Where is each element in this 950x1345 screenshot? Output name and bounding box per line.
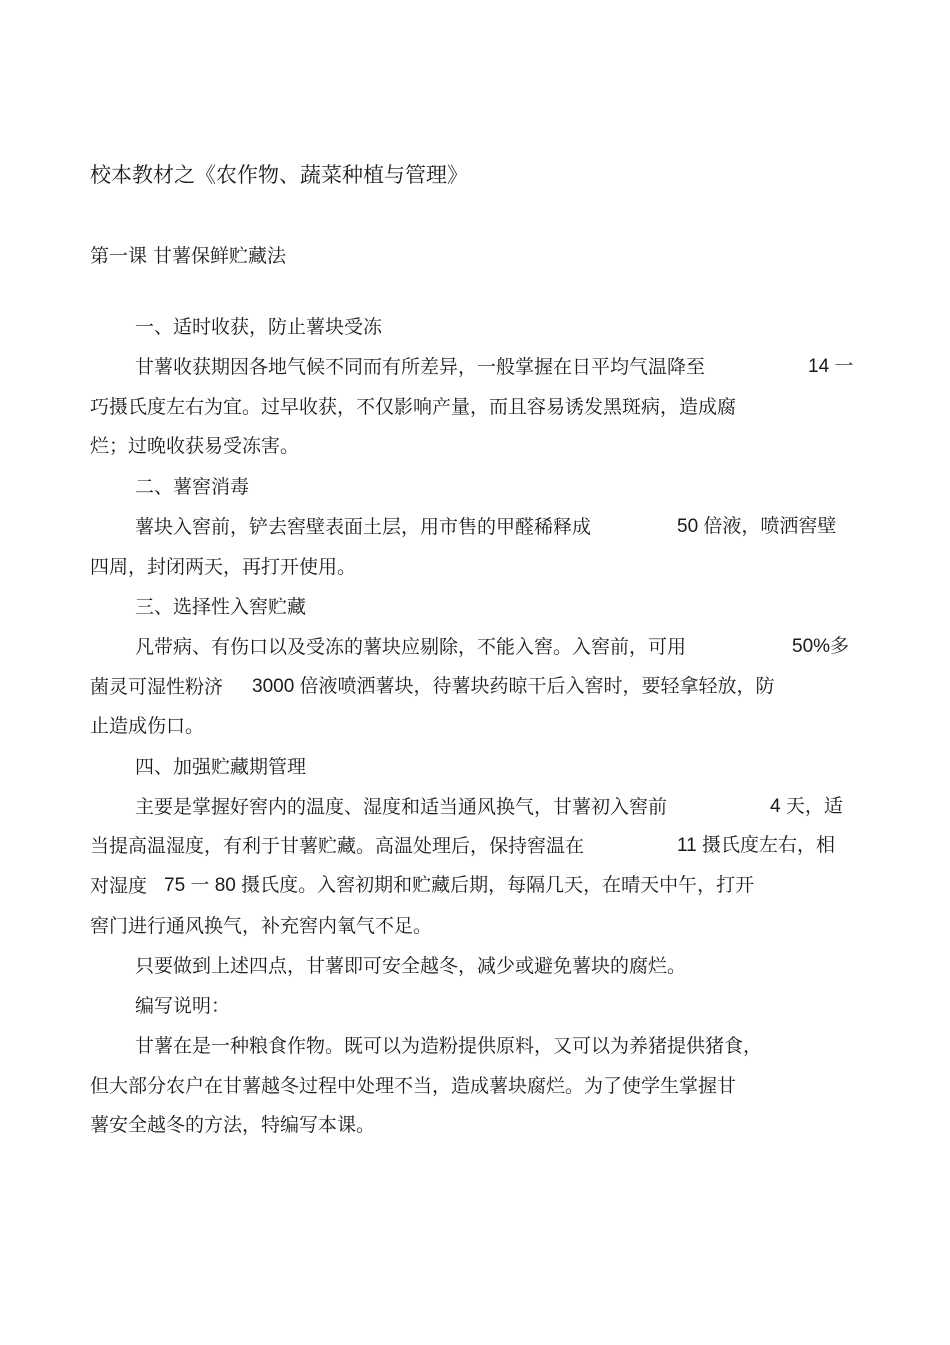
paragraph-line: 对湿度 [90, 875, 148, 897]
paragraph-line: 3000 倍液喷洒薯块，待薯块药晾干后入窖时，要轻拿轻放，防 [252, 676, 775, 697]
paragraph-line: 4 天，适 [770, 796, 843, 817]
paragraph-line: 14 一 [808, 356, 854, 377]
notes-line: 薯安全越冬的方法，特编写本课。 [90, 1114, 376, 1136]
paragraph-line: 75 一 80 摄氏度。入窖初期和贮藏后期，每隔几天，在晴天中午，打开 [164, 875, 755, 896]
paragraph-line: 甘薯收获期因各地气候不同而有所差异，一般掌握在日平均气温降至 [135, 356, 706, 378]
notes-heading: 编写说明： [135, 995, 231, 1017]
paragraph-line: 主要是掌握好窖内的温度、湿度和适当通风换气，甘薯初入窖前 [135, 796, 668, 818]
paragraph-line: 窖门进行通风换气，补充窖内氧气不足。 [90, 915, 433, 937]
section-heading: 三、选择性入窖贮藏 [135, 596, 307, 618]
paragraph-line: 薯块入窖前，铲去窖壁表面土层，用市售的甲醛稀释成 [135, 516, 592, 538]
document-title: 校本教材之《农作物、蔬菜种植与管理》 [90, 163, 468, 187]
section-heading: 二、薯窖消毒 [135, 476, 250, 498]
paragraph-line: 当提高温湿度，有利于甘薯贮藏。高温处理后，保持窖温在 [90, 835, 585, 857]
conclusion-text: 只要做到上述四点，甘薯即可安全越冬，减少或避免薯块的腐烂。 [135, 955, 687, 977]
lesson-title: 第一课 甘薯保鲜贮藏法 [90, 245, 287, 267]
notes-line: 但大部分农户在甘薯越冬过程中处理不当，造成薯块腐烂。为了使学生掌握甘 [90, 1075, 737, 1097]
paragraph-line: 11 摄氏度左右，相 [677, 835, 836, 856]
notes-line: 甘薯在是一种粮食作物。既可以为造粉提供原料，又可以为养猪提供猪食， [135, 1035, 763, 1057]
paragraph-line: 止造成伤口。 [90, 715, 205, 737]
paragraph-line: 四周，封闭两天，再打开使用。 [90, 556, 357, 578]
paragraph-line: 50%多 [792, 636, 850, 657]
paragraph-line: 凡带病、有伤口以及受冻的薯块应剔除，不能入窖。入窖前，可用 [135, 636, 687, 658]
paragraph-line: 烂；过晚收获易受冻害。 [90, 435, 300, 457]
paragraph-line: 50 倍液，喷洒窖壁 [677, 516, 837, 537]
paragraph-line: 巧摄氏度左右为宜。过早收获，不仅影响产量，而且容易诱发黑斑病，造成腐 [90, 396, 737, 418]
paragraph-line: 菌灵可湿性粉济 [90, 676, 224, 698]
section-heading: 四、加强贮藏期管理 [135, 756, 307, 778]
section-heading: 一、适时收获，防止薯块受冻 [135, 316, 383, 338]
